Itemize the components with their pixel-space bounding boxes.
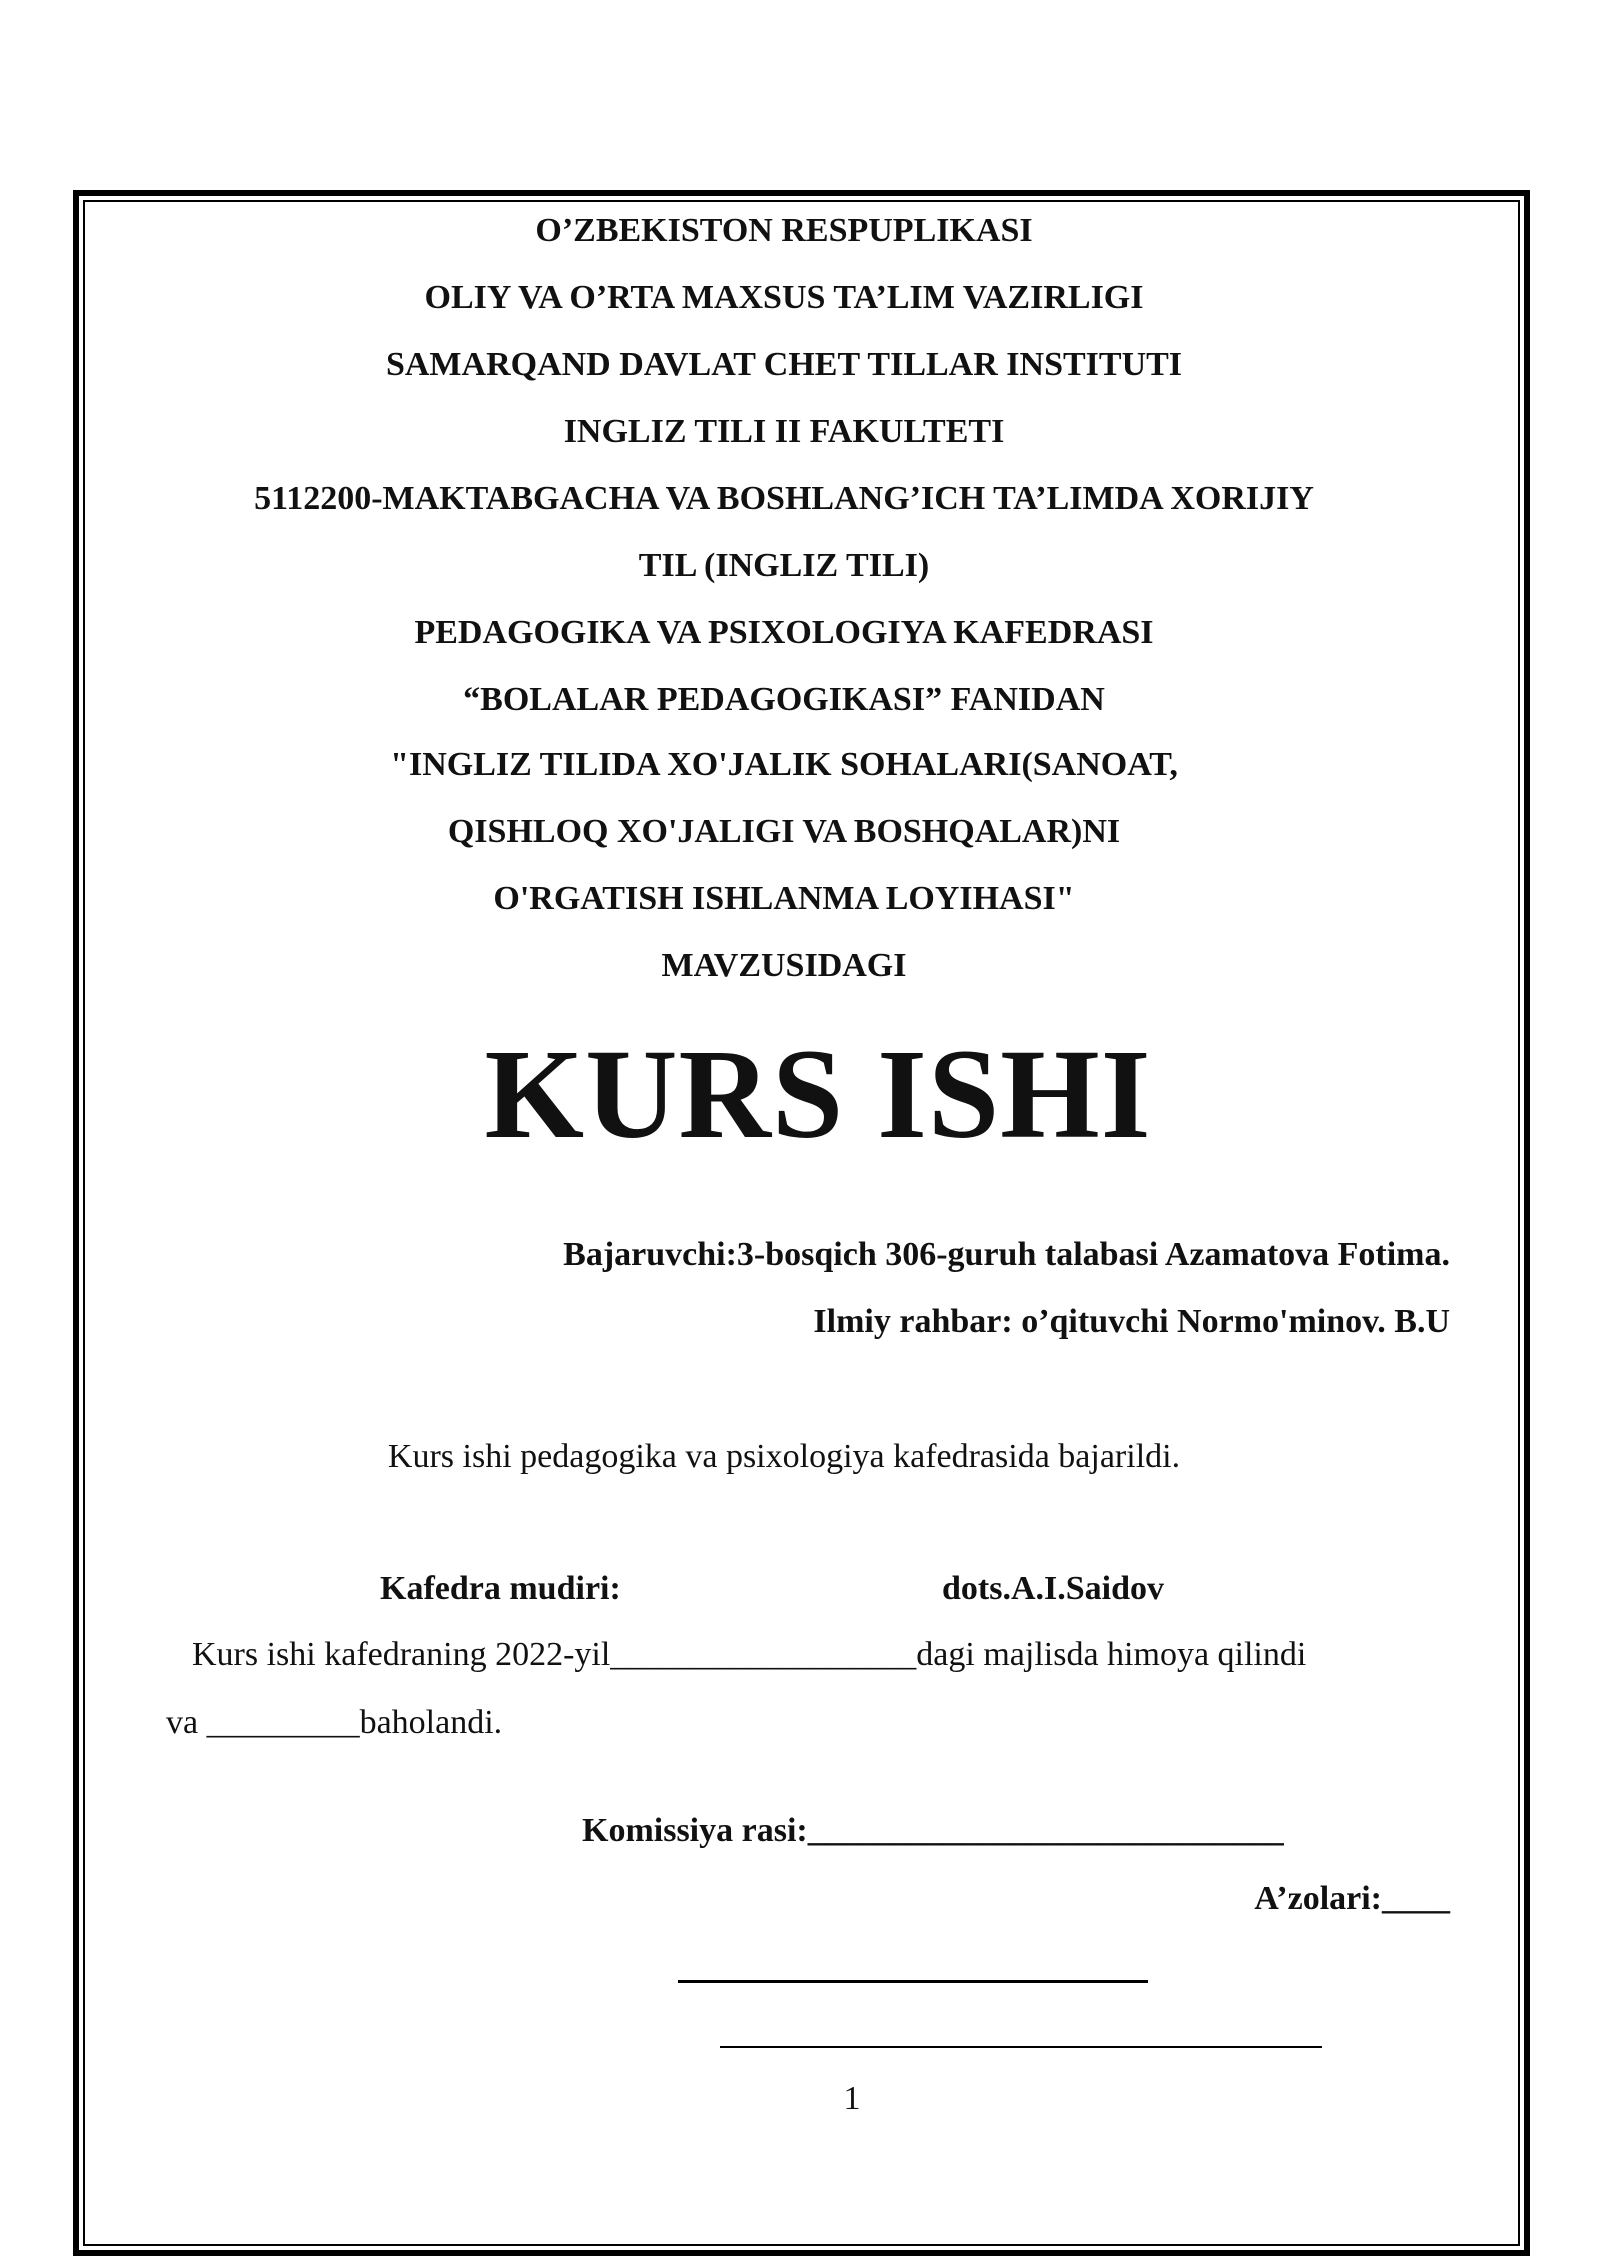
members-line: A’zolari:____ (1254, 1880, 1450, 1917)
header-department: PEDAGOGIKA VA PSIXOLOGIYA KAFEDRASI (414, 614, 1154, 651)
header-subject: “BOLALAR PEDAGOGIKASI” FANIDAN (463, 681, 1105, 718)
header-ministry: OLIY VA O’RTA MAXSUS TA’LIM VAZIRLIGI (424, 279, 1144, 316)
header-faculty: INGLIZ TILI II FAKULTETI (563, 413, 1005, 450)
graded-line: va _________baholandi. (166, 1704, 503, 1741)
commission-chair-line: Komissiya rasi:____________________________ (582, 1812, 1284, 1849)
header-topic-3: O'RGATISH ISHLANMA LOYIHASI" (493, 880, 1075, 917)
completion-note: Kurs ishi pedagogika va psixologiya kafedrasida bajarildi. (387, 1438, 1181, 1475)
header-topic-2: QISHLOQ XO'JALIGI VA BOSHQALAR)NI (447, 813, 1121, 850)
header-republic: O’ZBEKISTON RESPUPLIKASI (535, 212, 1033, 249)
supervisor-line: Ilmiy rahbar: o’qituvchi Normo'minov. B.U (813, 1303, 1450, 1340)
header-topic-1: "INGLIZ TILIDA XO'JALIK SOHALARI(SANOAT, (390, 746, 1178, 783)
header-specialty: 5112200-MAKTABGACHA VA BOSHLANG’ICH TA’LIMDA XORIJIY (254, 480, 1314, 517)
header-specialty-cont: TIL (INGLIZ TILI) (638, 547, 930, 584)
page-number: 1 (843, 2080, 861, 2117)
signature-line-2 (720, 2046, 1322, 2048)
defense-line: Kurs ishi kafedraning 2022-yil__________________dagi majlisda himoya qilindi (192, 1636, 1307, 1673)
head-of-department-label: Kafedra mudiri: (380, 1570, 621, 1607)
performer-line: Bajaruvchi:3-bosqich 306-guruh talabasi Azamatova Fotima. (563, 1236, 1450, 1273)
header-institute: SAMARQAND DAVLAT CHET TILLAR INSTITUTI (385, 346, 1183, 383)
signature-line-1 (678, 1980, 1148, 1983)
document-title: KURS ISHI (484, 1023, 1152, 1165)
header-topic-label: MAVZUSIDAGI (661, 947, 907, 984)
head-of-department-name: dots.A.I.Saidov (942, 1570, 1165, 1607)
